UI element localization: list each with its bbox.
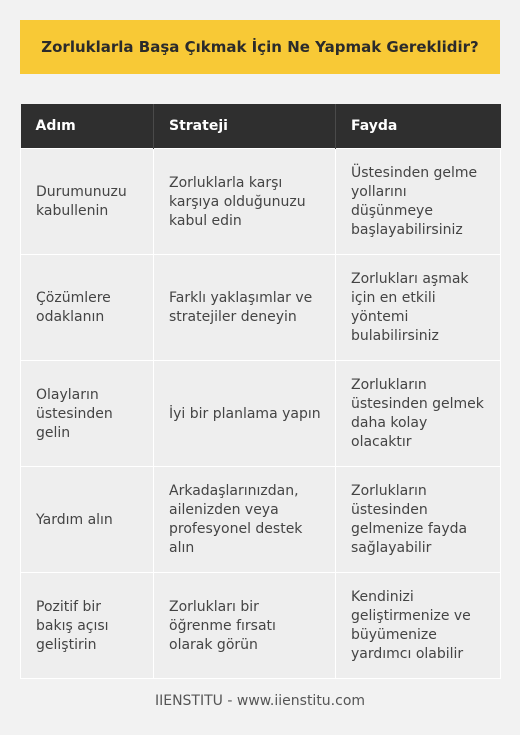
cell-benefit: Kendinizi geliştirmenize ve büyümenize yardımcı olabilir bbox=[336, 573, 501, 679]
page-title: Zorluklarla Başa Çıkmak İçin Ne Yapmak Gereklidir? bbox=[41, 38, 479, 56]
cell-benefit: Zorlukları aşmak için en etkili yöntemi bulabilirsiniz bbox=[336, 255, 501, 361]
cell-strategy: Arkadaşlarınızdan, ailenizden veya profesyonel destek alın bbox=[154, 467, 336, 573]
cell-benefit: Zorlukların üstesinden gelmenize fayda sağlayabilir bbox=[336, 467, 501, 573]
table-row bbox=[21, 255, 501, 361]
title-banner bbox=[20, 20, 500, 74]
footer-credit: IIENSTITU - www.iienstitu.com bbox=[154, 693, 366, 709]
header-step: Adım bbox=[21, 104, 154, 149]
cell-strategy: Zorlukları bir öğrenme fırsatı olarak görün bbox=[154, 573, 336, 679]
table-row bbox=[21, 361, 501, 467]
cell-benefit: Üstesinden gelme yollarını düşünmeye başlayabilirsiniz bbox=[336, 149, 501, 255]
table-row bbox=[21, 149, 501, 255]
table-row bbox=[21, 467, 501, 573]
header-benefit: Fayda bbox=[336, 104, 501, 149]
cell-strategy: Farklı yaklaşımlar ve stratejiler deneyin bbox=[154, 255, 336, 361]
table-row bbox=[21, 573, 501, 679]
cell-step: Durumunuzu kabullenin bbox=[21, 149, 154, 255]
cell-strategy: İyi bir planlama yapın bbox=[154, 361, 336, 467]
cell-step: Çözümlere odaklanın bbox=[21, 255, 154, 361]
header-strategy: Strateji bbox=[154, 104, 336, 149]
strategy-table bbox=[20, 104, 501, 679]
cell-step: Pozitif bir bakış açısı geliştirin bbox=[21, 573, 154, 679]
table-header-row bbox=[21, 104, 501, 149]
cell-benefit: Zorlukların üstesinden gelmek daha kolay olacaktır bbox=[336, 361, 501, 467]
cell-strategy: Zorluklarla karşı karşıya olduğunuzu kabul edin bbox=[154, 149, 336, 255]
cell-step: Yardım alın bbox=[21, 467, 154, 573]
cell-step: Olayların üstesinden gelin bbox=[21, 361, 154, 467]
